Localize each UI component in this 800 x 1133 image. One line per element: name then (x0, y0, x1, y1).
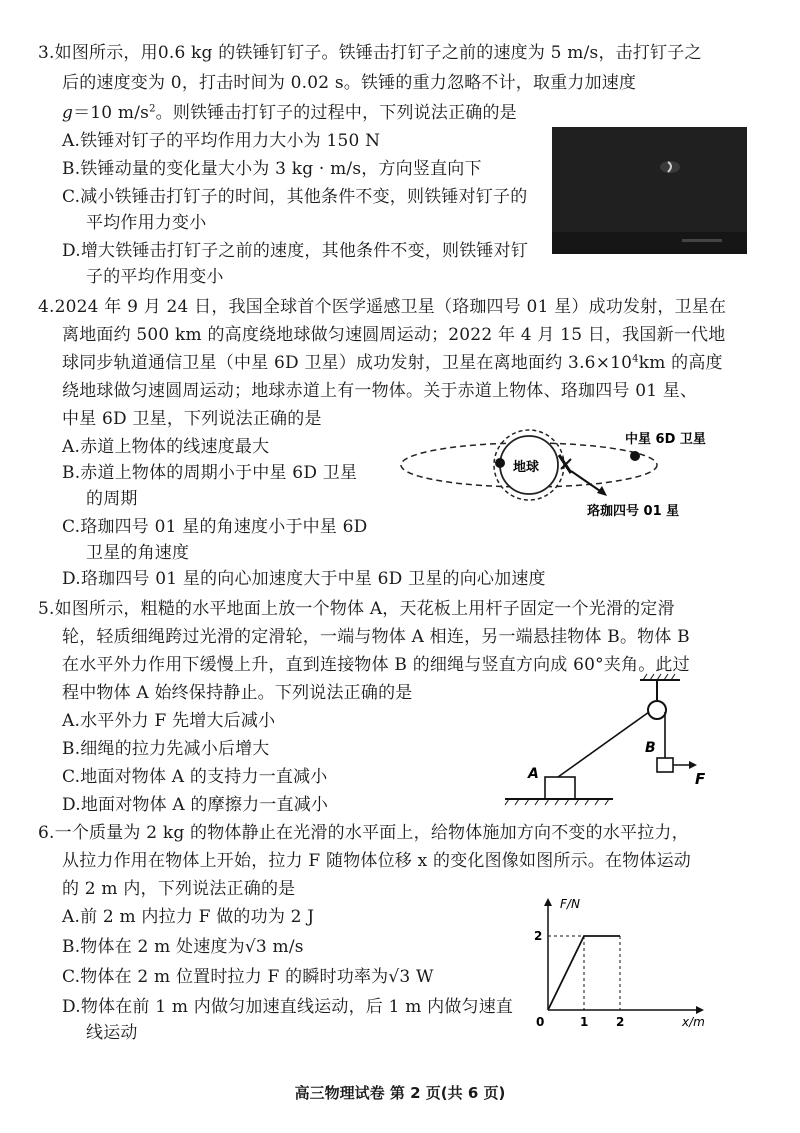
q4-stem-line3 (62, 352, 723, 374)
q5-stem-line3: 在水平外力作用下缓慢上升，直到连接物体 B 的细绳与竖直方向成 60°夹角。此过 (62, 655, 690, 675)
q3-stem-line3 (62, 102, 517, 124)
q4-option-d: D.珞珈四号 01 星的向心加速度大于中星 6D 卫星的向心加速度 (62, 569, 546, 589)
geo-satellite (630, 451, 640, 461)
pulley-diagram (495, 672, 710, 812)
y-tick-label: 2 (534, 929, 543, 943)
equator-object (495, 458, 505, 468)
q5-option-b: B.细绳的拉力先减小后增大 (62, 739, 270, 759)
page-footer: 高三物理试卷 第 2 页(共 6 页) (294, 1084, 506, 1102)
rope-to-a (558, 712, 649, 777)
hammer-photo-art (552, 127, 747, 254)
q4-stem-line3-a: 球同步轨道通信卫星（中星 6D 卫星）成功发射，卫星在离地面约 3.6×10 (62, 353, 633, 373)
q6-option-d-line2: 线运动 (86, 1023, 138, 1043)
force-displacement-chart (520, 892, 720, 1032)
block-a-label: A (528, 766, 539, 782)
q3-option-a: A.铁锤对钉子的平均作用力大小为 150 N (62, 131, 381, 151)
force-f-arrowhead (689, 761, 697, 769)
x-axis-label: x/m (682, 1015, 705, 1029)
leo-satellite-label: 珞珈四号 01 星 (587, 504, 680, 519)
q3-option-c-line2: 平均作用力变小 (86, 213, 207, 233)
y-axis-label: F/N (560, 897, 580, 911)
earth-label: 地球 (513, 460, 540, 475)
block-a (545, 777, 575, 799)
q3-g-symbol: g (62, 103, 74, 123)
q3-stem-line1: 3.如图所示，用0.6 kg 的铁锤钉钉子。铁锤击打钉子之前的速度为 5 m/s，击打钉子之 (38, 43, 702, 63)
q4-option-a: A.赤道上物体的线速度最大 (62, 437, 270, 457)
hammer-photo (552, 127, 747, 254)
block-b (657, 758, 673, 772)
q4-stem-line5: 中星 6D 卫星，下列说法正确的是 (62, 409, 322, 429)
q6-option-a: A.前 2 m 内拉力 F 做的功为 2 J (62, 907, 315, 927)
q3-stem-tail: 。则铁锤击打钉子的过程中，下列说法正确的是 (155, 103, 517, 123)
q5-stem-line2: 轮，轻质细绳跨过光滑的定滑轮，一端与物体 A 相连，另一端悬挂物体 B。物体 B (62, 627, 690, 647)
q3-g-exponent: 2 (149, 103, 156, 115)
leo-satellite-icon (559, 455, 571, 473)
q4-stem-line1: 4.2024 年 9 月 24 日，我国全球首个医学遥感卫星（珞珈四号 01 星）成功发射，卫星在 (38, 297, 727, 317)
x-tick-label: 2 (616, 1015, 625, 1029)
q5-stem-line4: 程中物体 A 始终保持静止。下列说法正确的是 (62, 683, 413, 703)
geo-satellite-label: 中星 6D 卫星 (625, 432, 706, 447)
q3-option-d-line1: D.增大铁锤击打钉子之前的速度，其他条件不变，则铁锤对钉 (62, 241, 529, 261)
q4-option-b-line1: B.赤道上物体的周期小于中星 6D 卫星 (62, 463, 358, 483)
q6-stem-line3: 的 2 m 内，下列说法正确的是 (62, 879, 296, 899)
x-tick-label: 1 (580, 1015, 589, 1029)
leo-pointer-arrowhead (597, 486, 607, 496)
q3-option-c-line1: C.减小铁锤击打钉子的时间，其他条件不变，则铁锤对钉子的 (62, 187, 528, 207)
q6-option-c: C.物体在 2 m 位置时拉力 F 的瞬时功率为√3 W (62, 967, 434, 987)
force-f-label: F (695, 770, 706, 788)
block-b-label: B (645, 740, 656, 756)
q5-option-c: C.地面对物体 A 的支持力一直减小 (62, 767, 328, 787)
orbit-diagram (395, 425, 765, 525)
q4-option-c-line2: 卫星的角速度 (86, 543, 190, 563)
q3-g-value: ＝10 m/s (73, 103, 150, 123)
pulley-wheel (648, 701, 666, 719)
leo-pointer-line (571, 471, 603, 493)
x-axis-arrowhead (696, 1006, 704, 1014)
q3-option-d-line2: 子的平均作用变小 (86, 267, 224, 287)
q4-option-b-line2: 的周期 (86, 489, 138, 509)
q5-option-a: A.水平外力 F 先增大后减小 (62, 711, 276, 731)
q6-option-d-line1: D.物体在前 1 m 内做匀加速直线运动，后 1 m 内做匀速直 (62, 997, 514, 1017)
q3-option-b: B.铁锤动量的变化量大小为 3 kg · m/s，方向竖直向下 (62, 159, 482, 179)
q3-stem-line2: 后的速度变为 0，打击时间为 0.02 s。铁锤的重力忽略不计，取重力加速度 (62, 73, 637, 93)
y-axis-arrowhead (544, 898, 552, 906)
q4-stem-line4: 绕地球做匀速圆周运动；地球赤道上有一物体。关于赤道上物体、珞珈四号 01 星、 (62, 381, 698, 401)
q6-stem-line1: 6.一个质量为 2 kg 的物体静止在光滑的水平面上，给物体施加方向不变的水平拉力， (38, 823, 689, 843)
q6-option-b: B.物体在 2 m 处速度为√3 m/s (62, 937, 304, 957)
q6-stem-line2: 从拉力作用在物体上开始，拉力 F 随物体位移 x 的变化图像如图所示。在物体运动 (62, 851, 691, 871)
q4-stem-line2: 离地面约 500 km 的高度绕地球做匀速圆周运动；2022 年 4 月 15 日，我国新一代地 (62, 325, 726, 345)
q4-exponent: 4 (632, 353, 639, 365)
q4-option-c-line1: C.珞珈四号 01 星的角速度小于中星 6D (62, 517, 368, 537)
x-tick-label: 0 (536, 1015, 545, 1029)
q5-stem-line1: 5.如图所示，粗糙的水平地面上放一个物体 A，天花板上用杆子固定一个光滑的定滑 (38, 599, 675, 619)
q4-stem-line3-b: km 的高度 (638, 353, 723, 373)
q5-option-d: D.地面对物体 A 的摩擦力一直减小 (62, 795, 329, 815)
